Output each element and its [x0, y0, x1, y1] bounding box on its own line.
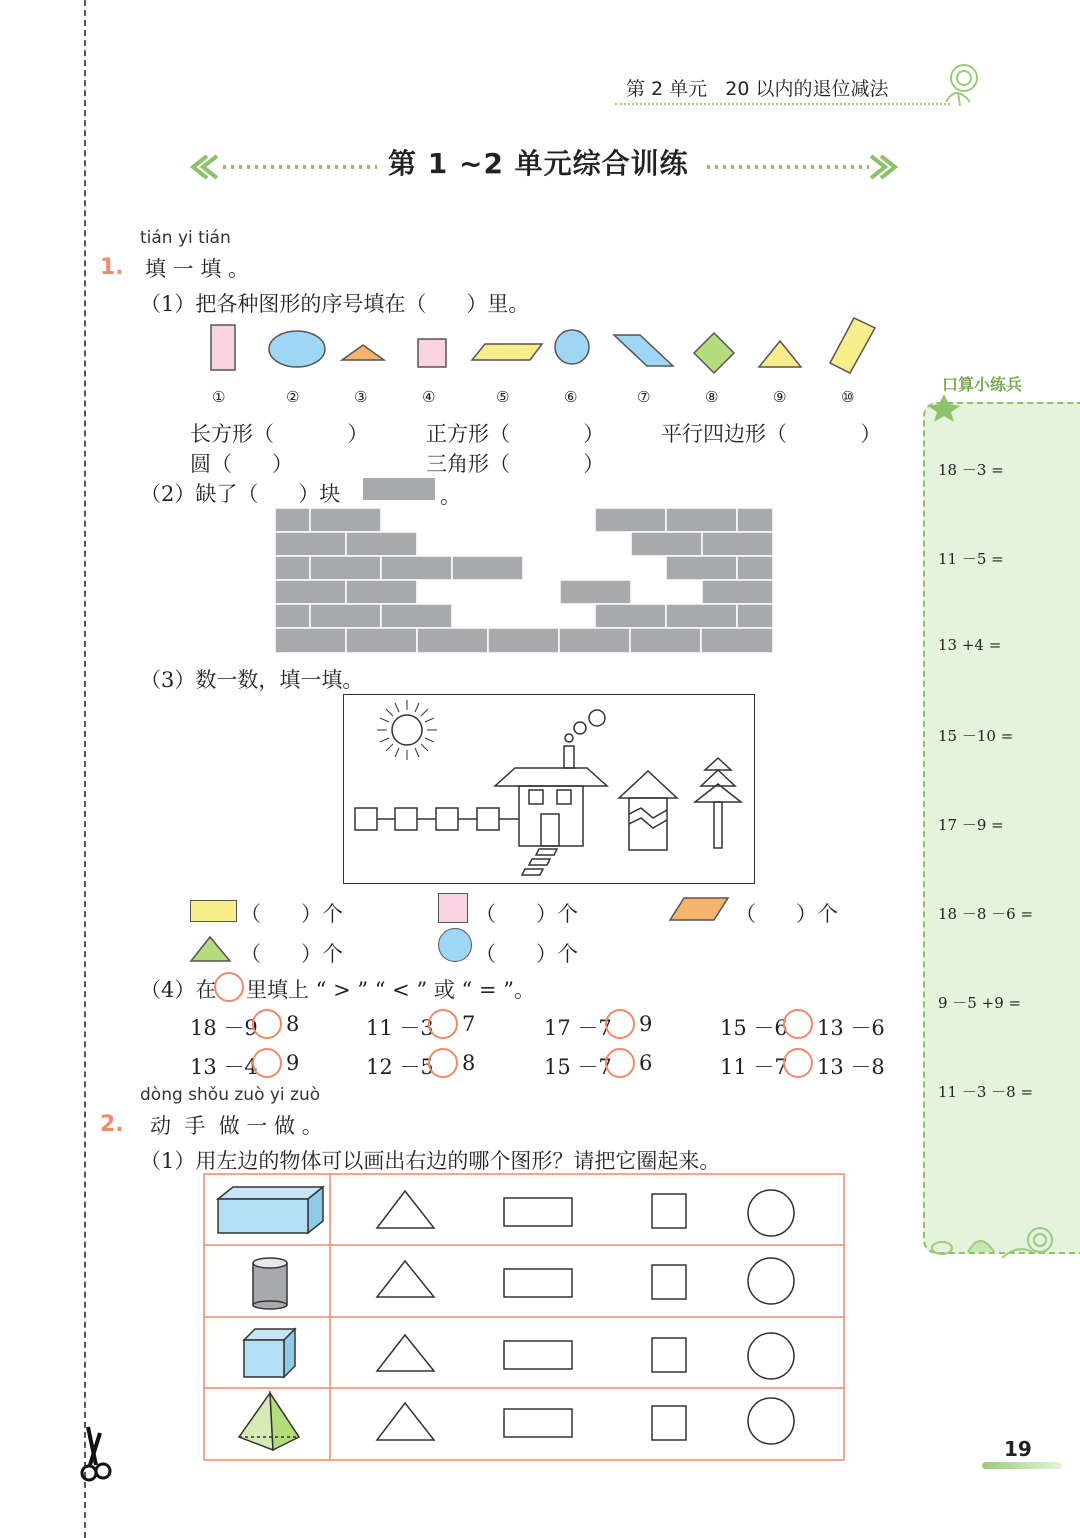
compare-answer-circle[interactable]: [605, 1009, 635, 1039]
compare-right: 8: [462, 1051, 476, 1075]
brick-wall: [275, 508, 775, 654]
scissors-icon: [70, 1425, 120, 1485]
q1-sub1-prompt: （1）把各种图形的序号填在（ ）里。: [140, 292, 530, 316]
q1-title: 填 一 填 。: [145, 257, 250, 281]
compare-left: 12 －5: [366, 1055, 434, 1079]
compare-left: 11 －7: [720, 1055, 788, 1079]
compare-right: 13 －8: [817, 1055, 885, 1079]
q1-number: 1.: [100, 255, 124, 280]
compare-left: 18 －9: [190, 1016, 258, 1040]
compare-answer-circle[interactable]: [783, 1009, 813, 1039]
compare-answer-circle[interactable]: [783, 1048, 813, 1078]
shape-4-square: [418, 339, 446, 367]
shape-label: ⑥: [564, 388, 578, 406]
calc-item: 13 +4 =: [938, 636, 1002, 654]
shape-label: ①: [212, 388, 226, 406]
shape-label: ③: [354, 388, 368, 406]
q1-sub3-prompt: （3）数一数，填一填。: [140, 668, 364, 692]
example-circle: [214, 972, 244, 1002]
shape-5-parallelogram: [472, 344, 542, 360]
q1-sub4-instruction: 里填上 “ > ” “ < ” 或 “ = ”。: [246, 978, 535, 1002]
compare-right: 9: [639, 1012, 653, 1036]
count-rect-icon: [190, 900, 237, 922]
q2-pinyin: dòng shǒu zuò yi zuò: [140, 1085, 321, 1105]
count-circle-blank[interactable]: （ ）个: [475, 942, 579, 966]
count-rect-blank[interactable]: （ ）个: [240, 902, 344, 926]
compare-left: 15 －7: [544, 1055, 612, 1079]
shape-7-parallelogram: [614, 335, 673, 366]
compare-right: 6: [639, 1051, 653, 1075]
compare-left: 17 －7: [544, 1016, 612, 1040]
count-triangle-blank[interactable]: （ ）个: [240, 942, 344, 966]
calc-item: 17 －9 =: [938, 816, 1004, 834]
unit-header: 第 2 单元 20 以内的退位减法: [626, 78, 889, 100]
shape-10-rectangle: [830, 318, 875, 373]
house-scene: [343, 694, 755, 884]
count-square-icon: [438, 893, 468, 923]
compare-right: 9: [286, 1051, 300, 1075]
shapes-row: [200, 315, 890, 380]
q2-title: 动 手 做 一 做 。: [150, 1114, 323, 1138]
title-right-arrow-icon: [703, 152, 903, 186]
page-number-bar: [982, 1462, 1062, 1469]
shape-label: ⑦: [637, 388, 651, 406]
count-parallelogram-icon: [668, 895, 730, 923]
count-triangle-icon: [188, 934, 234, 964]
count-square-blank[interactable]: （ ）个: [475, 902, 579, 926]
brick-swatch: [363, 478, 435, 500]
shape-9-triangle: [759, 341, 801, 367]
cut-line: [84, 0, 86, 1538]
circle-blank[interactable]: 圆（ ）: [190, 452, 294, 476]
compare-answer-circle[interactable]: [252, 1009, 282, 1039]
count-parallelogram-blank[interactable]: （ ）个: [735, 902, 839, 926]
rect-blank[interactable]: 长方形（ ）: [190, 422, 369, 446]
shape-label: ⑧: [705, 388, 719, 406]
compare-right: 7: [462, 1012, 476, 1036]
compare-answer-circle[interactable]: [428, 1048, 458, 1078]
calc-item: 11 －5 =: [938, 550, 1004, 568]
q2-number: 2.: [100, 1112, 124, 1137]
square-blank[interactable]: 正方形（ ）: [426, 422, 605, 446]
q1-pinyin: tián yi tián: [140, 228, 231, 248]
triangle-blank[interactable]: 三角形（ ）: [426, 452, 605, 476]
header-divider: [615, 103, 950, 105]
shape-6-circle: [555, 330, 589, 364]
parallelogram-blank[interactable]: 平行四边形（ ）: [661, 422, 882, 446]
shape-1-rectangle: [211, 325, 235, 370]
compare-right: 13 －6: [817, 1016, 885, 1040]
object-shape-table: [203, 1173, 847, 1463]
page-title: 第 1 ~2 单元综合训练: [388, 147, 689, 180]
shape-3-triangle: [342, 345, 384, 360]
snail-decoration-icon: [928, 1222, 1058, 1270]
count-circle-icon: [438, 928, 472, 962]
mushroom-icon: [940, 62, 985, 114]
q1-sub4-prompt: （4）在: [140, 978, 217, 1002]
calc-item: 18 －3 =: [938, 461, 1004, 479]
page-number: 19: [1004, 1437, 1032, 1461]
compare-left: 11 －3: [366, 1016, 434, 1040]
shape-label: ⑨: [773, 388, 787, 406]
oral-calc-title: 口算小练兵: [942, 375, 1023, 394]
shape-label: ④: [422, 388, 436, 406]
shape-2-oval: [269, 331, 325, 367]
shape-label: ⑩: [841, 388, 855, 406]
q1-sub2-period: 。: [440, 484, 461, 508]
leaf-icon: [926, 392, 962, 426]
compare-answer-circle[interactable]: [252, 1048, 282, 1078]
compare-left: 15 －6: [720, 1016, 788, 1040]
title-left-arrow-icon: [185, 152, 385, 186]
q2-sub1-prompt: （1）用左边的物体可以画出右边的哪个图形？请把它圈起来。: [140, 1149, 721, 1173]
compare-right: 8: [286, 1012, 300, 1036]
shape-label: ⑤: [496, 388, 510, 406]
calc-item: 11 －3 －8 =: [938, 1083, 1034, 1101]
calc-item: 18 －8 －6 =: [938, 905, 1034, 923]
q1-sub2-prompt: （2）缺了（ ）块: [140, 482, 341, 506]
calc-item: 15 －10 =: [938, 727, 1014, 745]
compare-left: 13 －4: [190, 1055, 258, 1079]
shape-8-rhombus: [694, 333, 734, 373]
shape-label: ②: [286, 388, 300, 406]
calc-item: 9 －5 +9 =: [938, 994, 1022, 1012]
sun-icon: [377, 700, 437, 760]
compare-answer-circle[interactable]: [605, 1048, 635, 1078]
compare-answer-circle[interactable]: [428, 1009, 458, 1039]
